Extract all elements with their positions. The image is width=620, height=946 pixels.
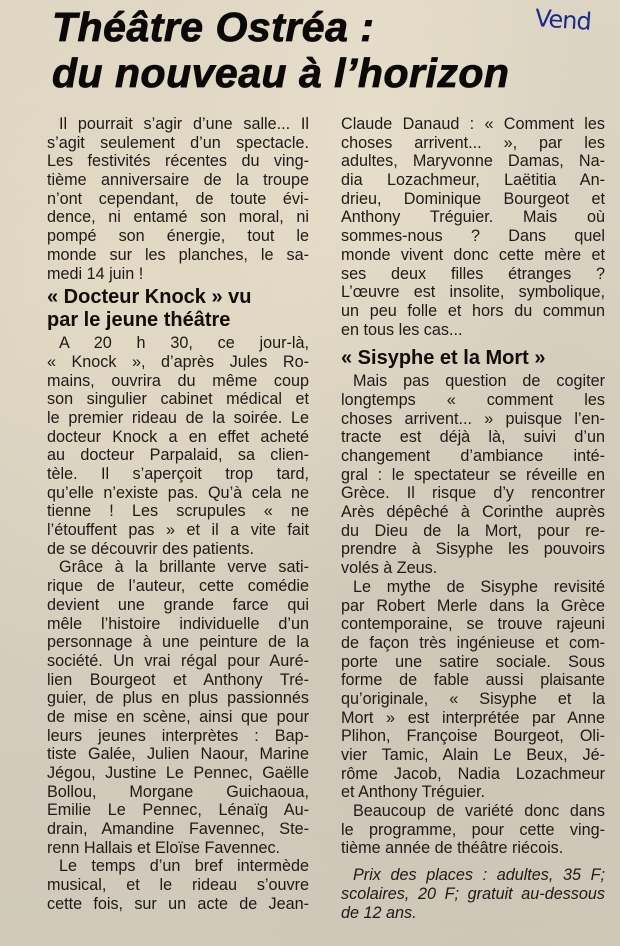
- text-line: un peu folle et hors du commun: [341, 301, 605, 320]
- text-line: Il pourrait s’agir d’une salle... Il: [59, 115, 309, 133]
- text-line: docteur Knock a en effet acheté: [47, 427, 309, 446]
- text-line: au docteur Parpalaid, sa clien-: [47, 446, 309, 465]
- text-line: de 12 ans.: [341, 903, 417, 922]
- text-line: le premier rideau de la soirée. Le: [47, 408, 309, 427]
- paragraph-knock-1: [47, 334, 309, 558]
- left-column: [47, 115, 309, 914]
- text-line: Arès dépêché à Corinthe auprès: [341, 503, 605, 522]
- subheading-line: « Docteur Knock » vu: [47, 286, 252, 309]
- text-line: ses deux filles étranges ?: [341, 264, 605, 283]
- text-line: vier Tamic, Alain Le Beux, Jé-: [341, 746, 605, 764]
- text-line: Grèce. Il risque d’y rencontrer: [341, 484, 605, 503]
- text-line: cette fois, sur un acte de Jean-: [47, 894, 309, 913]
- text-line: lien Bourgeot et Anthony Tré-: [47, 670, 309, 689]
- headline: [52, 4, 509, 96]
- paragraph-sisyphe-2: [341, 578, 605, 802]
- text-line: contemporaine, se trouve rajeuni: [341, 615, 605, 634]
- intro-paragraph: [47, 115, 309, 283]
- text-line: leurs jeunes interprètes : Bap-: [47, 726, 309, 745]
- text-line: tracte est déjà là, suivi d’un: [341, 428, 605, 447]
- text-line: scolaires, 20 F; gratuit au-dessous: [341, 884, 605, 903]
- text-line: société. Un vrai régal pour Auré-: [47, 651, 309, 670]
- text-line: renn Hallais et Eloïse Favennec.: [47, 838, 281, 857]
- text-line: monde sur les planches, le sa-: [47, 245, 309, 264]
- text-line: Beaucoup de variété donc dans: [353, 802, 605, 821]
- text-line: Mort » est interprétée par Anne: [341, 708, 605, 727]
- text-line: Emilie Le Pennec, Lénaïg Au-: [47, 801, 309, 820]
- text-line: forme de fable aussi plaisante: [341, 671, 605, 690]
- text-line: choses arrivent... », par les: [341, 133, 605, 152]
- subheading-docteur-knock: [47, 286, 309, 332]
- text-line: choses arrivent... » puisque l’en-: [341, 409, 605, 428]
- ticket-prices: [341, 866, 605, 922]
- text-line: du Dieu de la Mort, pour re-: [341, 521, 605, 540]
- paragraph-conclusion: [341, 802, 605, 858]
- text-line: tième année de théâtre riécois.: [341, 839, 564, 858]
- text-line: L’œuvre est insolite, symbolique,: [341, 283, 605, 302]
- text-line: qu’elle n’existe pas. Qu’à cela ne: [47, 483, 309, 502]
- text-line: tiste Galée, Julien Naour, Marine: [47, 745, 309, 764]
- text-line: tienne ! Les scrupules « ne: [47, 502, 309, 521]
- text-line: Le temps d’un bref intermède: [59, 857, 309, 876]
- text-line: de mise en scène, ainsi que pour: [47, 707, 309, 726]
- text-line: Bollou, Morgane Guichaoua,: [47, 782, 309, 801]
- text-line: longtemps « comment les: [341, 390, 605, 409]
- text-line: porte une satire sociale. Sous: [341, 652, 605, 671]
- handwritten-annotation: Vend: [534, 4, 592, 36]
- text-line: « Knock », d’après Jules Ro-: [47, 352, 309, 371]
- text-line: qu’originale, « Sisyphe et la: [341, 689, 605, 708]
- text-line: gral : le spectateur se réveille en: [341, 465, 605, 484]
- text-line: sommes-nous ? Dans quel: [341, 227, 605, 246]
- text-line: Les festivités récentes du ving-: [47, 152, 309, 171]
- text-line: rique de l’auteur, cette comédie: [47, 577, 309, 596]
- text-line: s’agit seulement d’un spectacle.: [47, 133, 309, 152]
- headline-line-2: du nouveau à l’horizon: [52, 50, 510, 96]
- text-line: par Robert Merle dans la Grèce: [341, 596, 605, 615]
- text-line: personnage à une peinture de la: [47, 633, 309, 652]
- subheading-line: par le jeune théâtre: [47, 309, 231, 332]
- text-line: Grâce à la brillante verve sati-: [59, 558, 309, 577]
- text-line: mêle l’histoire individuelle d’un: [47, 614, 309, 633]
- text-line: n’ont cependant, de toute évi-: [47, 189, 309, 208]
- text-line: guier, de plus en plus passionnés: [47, 689, 309, 708]
- text-line: et Anthony Tréguier.: [341, 783, 485, 802]
- text-line: mains, ouvrira du même coup: [47, 371, 309, 390]
- text-line: dia Lozachmeur, Laëtitia An-: [341, 171, 605, 190]
- text-line: A 20 h 30, ce jour-là,: [59, 334, 309, 353]
- text-line: l’étouffent pas » et il a vite fait: [47, 521, 309, 540]
- text-line: adultes, Maryvonne Damas, Na-: [341, 152, 605, 171]
- text-line: drieu, Dominique Bourgeot et: [341, 189, 605, 208]
- text-line: tième anniversaire de la troupe: [47, 171, 309, 190]
- text-line: musical, et le rideau s’ouvre: [47, 876, 309, 895]
- spacer: [341, 858, 605, 866]
- subheading-sisyphe: [341, 347, 605, 370]
- text-line: Le mythe de Sisyphe revisité: [353, 577, 605, 596]
- paragraph-knock-2: [47, 558, 309, 857]
- text-line: changement d’ambiance inté-: [341, 447, 605, 465]
- paragraph-knock-3: [47, 857, 309, 913]
- text-line: Prix des places : adultes, 35 F;: [353, 866, 605, 885]
- text-line: Mais pas question de cogiter: [353, 372, 605, 391]
- text-line: son singulier cabinet médical et: [47, 390, 309, 409]
- text-line: prendre à Sisyphe les pouvoirs: [341, 540, 605, 559]
- text-line: de façon très ingénieuse et com-: [341, 633, 605, 652]
- paragraph-danaud: [341, 115, 605, 339]
- paragraph-sisyphe-1: [341, 372, 605, 578]
- headline-line-1: Théâtre Ostréa :: [52, 4, 375, 50]
- text-line: Jégou, Justine Le Pennec, Gaëlle: [47, 764, 309, 782]
- text-line: devient une grande farce qui: [47, 595, 309, 614]
- text-line: Anthony Tréguier. Mais où: [341, 208, 605, 227]
- text-line: pompé son énergie, tout le: [47, 227, 309, 246]
- text-line: tèle. Il s’aperçoit trop tard,: [47, 465, 309, 483]
- text-line: de se découvrir des patients.: [47, 539, 254, 558]
- subheading-line: « Sisyphe et la Mort »: [341, 347, 546, 370]
- text-line: rôme Jacob, Nadia Lozachmeur: [341, 764, 605, 783]
- text-line: Claude Danaud : « Comment les: [341, 115, 605, 133]
- text-line: volés à Zeus.: [341, 559, 438, 578]
- text-line: monde vivent donc cette mère et: [341, 245, 605, 264]
- text-line: en tous les cas...: [341, 320, 463, 339]
- text-line: dence, ni entamé son moral, ni: [47, 208, 309, 227]
- text-line: drain, Amandine Favennec, Ste-: [47, 820, 309, 839]
- right-column: [341, 115, 605, 922]
- text-line: le programme, pour cette ving-: [341, 820, 605, 839]
- text-line: medi 14 juin !: [47, 264, 144, 283]
- text-line: Plihon, Françoise Bourgeot, Oli-: [341, 727, 605, 746]
